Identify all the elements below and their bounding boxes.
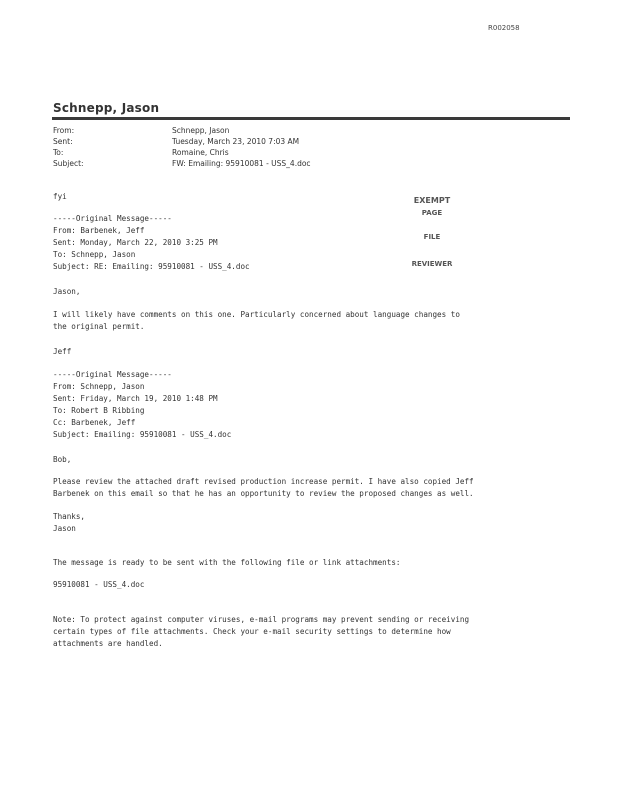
from-value: Schnepp, Jason xyxy=(172,126,230,135)
header-divider xyxy=(52,117,570,120)
body-line: Subject: Emailing: 95910081 - USS_4.doc xyxy=(53,430,232,439)
body-line: the original permit. xyxy=(53,322,145,331)
stamp-line-4: REVIEWER xyxy=(411,260,453,268)
body-line: From: Schnepp, Jason xyxy=(53,382,145,391)
body-line: Sent: Monday, March 22, 2010 3:25 PM xyxy=(53,238,218,247)
body-line: I will likely have comments on this one. Particularly concerned about language changes to xyxy=(53,310,460,319)
body-line: certain types of file attachments. Check your e-mail security settings to determine how xyxy=(53,627,451,636)
sender-name: Schnepp, Jason xyxy=(53,101,160,115)
stamp-line-2: PAGE xyxy=(421,209,443,217)
body-line: Barbenek on this email so that he has an opportunity to review the proposed changes as well. xyxy=(53,489,474,498)
body-line: To: Robert B Ribbing xyxy=(53,406,145,415)
body-line: To: Schnepp, Jason xyxy=(53,250,136,259)
body-line: Note: To protect against computer viruses, e-mail programs may prevent sending or receiving xyxy=(53,615,470,624)
body-line: The message is ready to be sent with the following file or link attachments: xyxy=(53,558,401,567)
stamp-line-3: FILE xyxy=(423,233,441,241)
from-label: From: xyxy=(53,126,75,135)
to-label: To: xyxy=(53,148,64,157)
body-line: Jeff xyxy=(53,347,72,356)
to-value: Romaine, Chris xyxy=(172,148,229,157)
body-line: Bob, xyxy=(53,455,72,464)
body-line: -----Original Message----- xyxy=(53,370,172,379)
subject-value: FW: Emailing: 95910081 - USS_4.doc xyxy=(172,159,311,168)
body-line: Sent: Friday, March 19, 2010 1:48 PM xyxy=(53,394,218,403)
body-line: Please review the attached draft revised production increase permit. I have also copied Jeff xyxy=(53,477,474,486)
body-line: -----Original Message----- xyxy=(53,214,172,223)
body-line: Jason xyxy=(53,524,76,533)
sent-value: Tuesday, March 23, 2010 7:03 AM xyxy=(172,137,300,146)
body-line: Subject: RE: Emailing: 95910081 - USS_4.doc xyxy=(53,262,250,271)
body-line: Thanks, xyxy=(53,512,86,521)
stamp-line-1: EXEMPT xyxy=(413,196,451,205)
attachment-name: 95910081 - USS_4.doc xyxy=(53,580,145,589)
body-line: Jason, xyxy=(53,287,81,296)
body-line: From: Barbenek, Jeff xyxy=(53,226,145,235)
body-line: fyi xyxy=(53,192,67,201)
body-line: attachments are handled. xyxy=(53,639,163,648)
body-line: Cc: Barbenek, Jeff xyxy=(53,418,136,427)
bates-number: R002058 xyxy=(488,24,520,32)
sent-label: Sent: xyxy=(53,137,73,146)
subject-label: Subject: xyxy=(53,159,84,168)
